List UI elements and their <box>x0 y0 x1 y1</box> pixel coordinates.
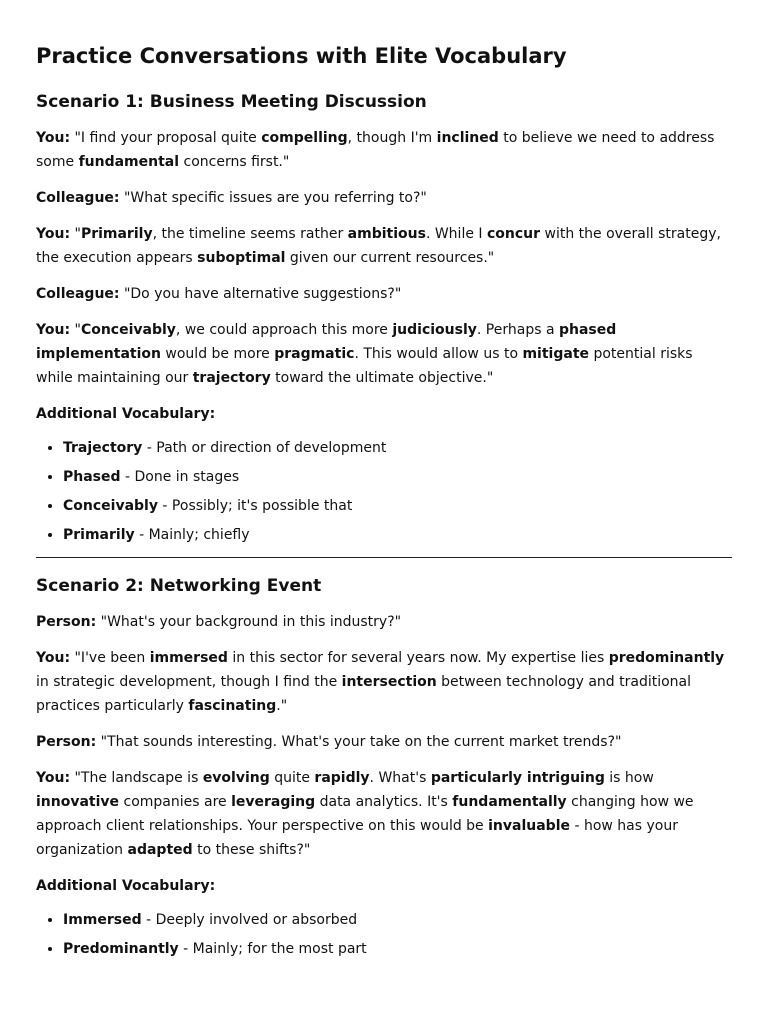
dialogue-text: . What's <box>369 770 431 786</box>
dialogue-text: "Do you have alternative suggestions?" <box>119 286 402 302</box>
vocab-definition: - Mainly; chiefly <box>134 527 250 543</box>
vocab-term: Trajectory <box>63 440 143 456</box>
dialogue-text: " <box>70 226 81 242</box>
vocab-highlight: Primarily <box>80 226 153 242</box>
dialogue-text: changing how we approach client relationships. Your perspective on this would be <box>36 794 694 834</box>
speaker-label: Person: <box>36 734 97 750</box>
dialogue-text: , we could approach this more <box>175 322 393 338</box>
vocab-highlight: phased implementation <box>36 322 617 362</box>
dialogue-text: . While I <box>425 226 487 242</box>
vocab-highlight: immersed <box>149 650 228 666</box>
vocab-highlight: rapidly <box>314 770 370 786</box>
dialogue-line <box>36 186 732 210</box>
vocab-highlight: concur <box>486 226 541 242</box>
vocab-list <box>36 436 732 547</box>
vocab-item <box>63 436 732 460</box>
vocab-highlight: ambitious <box>347 226 426 242</box>
speaker-label: You: <box>36 650 71 666</box>
vocab-definition: - Mainly; for the most part <box>178 941 367 957</box>
dialogue-text: in this sector for several years now. My expertise lies <box>227 650 609 666</box>
vocab-highlight: judiciously <box>392 322 477 338</box>
scenario-2-heading: Scenario 2: Networking Event <box>36 576 322 596</box>
vocab-highlight: intersection <box>341 674 437 690</box>
vocab-item <box>63 937 732 961</box>
dialogue-line <box>36 282 732 306</box>
dialogue-line <box>36 610 732 634</box>
dialogue-text: "What specific issues are you referring to?" <box>119 190 427 206</box>
vocab-highlight: leveraging <box>231 794 316 810</box>
vocab-heading-label: Additional Vocabulary: <box>36 406 216 422</box>
vocab-highlight: predominantly <box>608 650 725 666</box>
vocab-highlight: fundamentally <box>452 794 567 810</box>
vocab-term: Conceivably <box>63 498 158 514</box>
page-title: Practice Conversations with Elite Vocabulary <box>36 44 567 68</box>
vocab-highlight: invaluable <box>488 818 570 834</box>
dialogue-text: potential risks while maintaining our <box>36 346 693 386</box>
vocab-highlight: fundamental <box>78 154 180 170</box>
dialogue-text: "That sounds interesting. What's your take on the current market trends?" <box>96 734 622 750</box>
vocab-term: Predominantly <box>63 941 179 957</box>
dialogue-line <box>36 222 732 270</box>
speaker-label: You: <box>36 322 71 338</box>
vocab-heading <box>36 402 732 426</box>
vocab-definition: - Path or direction of development <box>142 440 387 456</box>
dialogue-line <box>36 766 732 862</box>
vocab-term: Primarily <box>63 527 135 543</box>
dialogue-text: , though I'm <box>347 130 437 146</box>
speaker-label: You: <box>36 130 71 146</box>
vocab-heading <box>36 874 732 898</box>
speaker-label: Colleague: <box>36 286 120 302</box>
vocab-highlight: trajectory <box>192 370 271 386</box>
dialogue-text: "I find your proposal quite <box>70 130 262 146</box>
dialogue-text: given our current resources." <box>285 250 495 266</box>
dialogue-text: quite <box>269 770 315 786</box>
dialogue-line <box>36 126 732 174</box>
dialogue-line <box>36 646 732 718</box>
dialogue-text: with the overall strategy, the execution appears <box>36 226 721 266</box>
vocab-highlight: pragmatic <box>274 346 355 362</box>
scenario-1-heading: Scenario 1: Business Meeting Discussion <box>36 92 427 112</box>
vocab-highlight: fascinating <box>188 698 277 714</box>
dialogue-text: "I've been <box>70 650 150 666</box>
dialogue-text: companies are <box>119 794 232 810</box>
vocab-highlight: mitigate <box>522 346 590 362</box>
vocab-item <box>63 494 732 518</box>
dialogue-text: is how <box>604 770 654 786</box>
vocab-highlight: compelling <box>261 130 348 146</box>
dialogue-text: "The landscape is <box>70 770 203 786</box>
vocab-item <box>63 523 732 547</box>
vocab-highlight: innovative <box>36 794 120 810</box>
vocab-definition: - Deeply involved or absorbed <box>141 912 358 928</box>
dialogue-text: concerns first." <box>179 154 290 170</box>
dialogue-text: ." <box>276 698 288 714</box>
dialogue-text: to believe we need to address some <box>36 130 715 170</box>
dialogue-text: . Perhaps a <box>476 322 559 338</box>
dialogue-text: , the timeline seems rather <box>152 226 348 242</box>
vocab-term: Immersed <box>63 912 142 928</box>
dialogue-text: data analytics. It's <box>315 794 453 810</box>
vocab-item <box>63 908 732 932</box>
dialogue-text: . This would allow us to <box>354 346 523 362</box>
vocab-highlight: inclined <box>436 130 499 146</box>
vocab-heading-label: Additional Vocabulary: <box>36 878 216 894</box>
speaker-label: You: <box>36 226 71 242</box>
speaker-label: Colleague: <box>36 190 120 206</box>
vocab-definition: - Possibly; it's possible that <box>157 498 353 514</box>
vocab-term: Phased <box>63 469 121 485</box>
vocab-highlight: adapted <box>127 842 193 858</box>
dialogue-text: - how has your organization <box>36 818 678 858</box>
speaker-label: You: <box>36 770 71 786</box>
dialogue-text: would be more <box>160 346 275 362</box>
vocab-highlight: particularly intriguing <box>430 770 605 786</box>
speaker-label: Person: <box>36 614 97 630</box>
dialogue-line <box>36 318 732 390</box>
section-divider <box>36 557 732 558</box>
vocab-highlight: evolving <box>202 770 270 786</box>
dialogue-text: " <box>70 322 81 338</box>
dialogue-text: in strategic development, though I find the <box>36 674 342 690</box>
dialogue-text: to these shifts?" <box>192 842 311 858</box>
vocab-highlight: suboptimal <box>197 250 286 266</box>
vocab-highlight: Conceivably <box>80 322 176 338</box>
vocab-definition: - Done in stages <box>120 469 240 485</box>
vocab-item <box>63 465 732 489</box>
dialogue-line <box>36 730 732 754</box>
dialogue-text: between technology and traditional practices particularly <box>36 674 692 714</box>
vocab-list <box>36 908 732 961</box>
dialogue-text: toward the ultimate objective." <box>270 370 494 386</box>
dialogue-text: "What's your background in this industry?" <box>96 614 402 630</box>
